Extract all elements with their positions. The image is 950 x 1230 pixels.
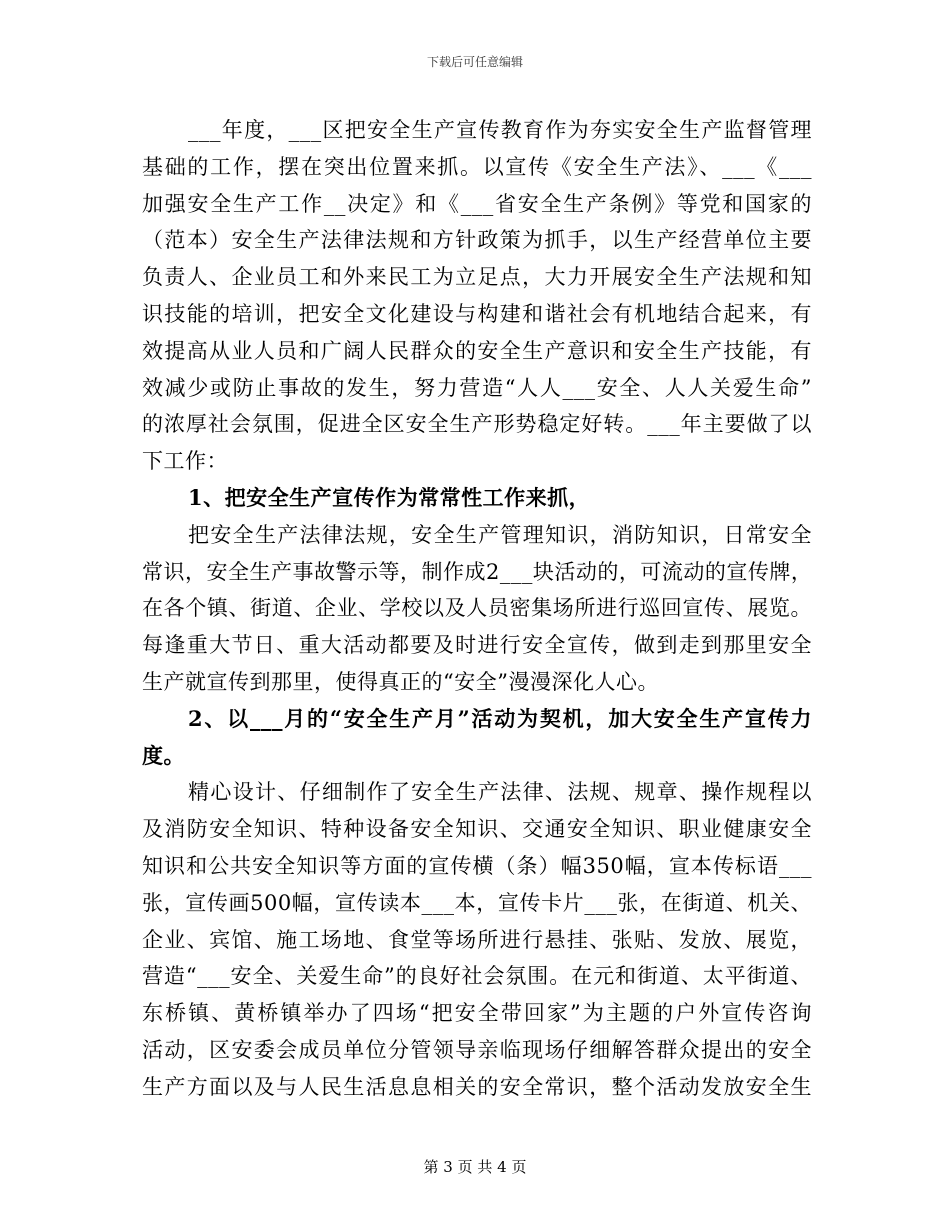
paragraph-line: 基础的工作，摆在突出位置来抓。以宣传《安全生产法》、___《___ xyxy=(142,154,812,179)
paragraph-line: 效提高从业人员和广阔人民群众的安全生产意识和安全生产技能，有 xyxy=(142,338,812,363)
page-header: 下载后可任意编辑 xyxy=(426,55,523,69)
section-heading-line: 2、以___月的“安全生产月”活动为契机，加大安全生产宣传力 xyxy=(188,705,812,731)
section-heading-line: 1、把安全生产宣传作为常常性工作来抓， xyxy=(188,484,591,510)
paragraph-line: 知识和公共安全知识等方面的宣传横（条）幅350幅，宣本传标语___ xyxy=(142,853,812,878)
paragraph-line: 活动，区安委会成员单位分管领导亲临现场仔细解答群众提出的安全 xyxy=(142,1037,812,1062)
paragraph-line: 及消防安全知识、特种设备安全知识、交通安全知识、职业健康安全 xyxy=(142,817,812,842)
paragraph-line: 每逢重大节日、重大活动都要及时进行安全宣传，做到走到那里安全 xyxy=(142,633,812,658)
paragraph-line: 在各个镇、街道、企业、学校以及人员密集场所进行巡回宣传、展览。 xyxy=(142,596,812,621)
paragraph-line: 东桥镇、黄桥镇举办了四场“把安全带回家”为主题的户外宣传咨询 xyxy=(142,1001,812,1026)
paragraph-line: 效减少或防止事故的发生，努力营造“人人___安全、人人关爱生命” xyxy=(142,375,812,400)
paragraph-line: 生产方面以及与人民生活息息相关的安全常识，整个活动发放安全生 xyxy=(142,1074,812,1099)
paragraph-line: 精心设计、仔细制作了安全生产法律、法规、规章、操作规程以 xyxy=(188,780,812,805)
paragraph-line: 的浓厚社会氛围，促进全区安全生产形势稳定好转。___年主要做了以 xyxy=(142,412,812,437)
document-body xyxy=(142,112,812,1106)
paragraph-line: ___年度，___区把安全生产宣传教育作为夯实安全生产监督管理 xyxy=(188,118,812,142)
paragraph-line: （范本）安全生产法律法规和方针政策为抓手，以生产经营单位主要 xyxy=(142,228,812,253)
section-heading-line: 度。 xyxy=(142,742,185,768)
paragraph-line: 加强安全生产工作__决定》和《___省安全生产条例》等党和国家的 xyxy=(142,191,812,216)
paragraph-line: 常识，安全生产事故警示等，制作成2___块活动的，可流动的宣传牌， xyxy=(142,559,813,584)
paragraph-line: 识技能的培训，把安全文化建设与构建和谐社会有机地结合起来，有 xyxy=(142,301,812,326)
paragraph-line: 企业、宾馆、施工场地、食堂等场所进行悬挂、张贴、发放、展览， xyxy=(142,927,812,952)
paragraph-line: 张，宣传画500幅，宣传读本___本，宣传卡片___张，在街道、机关、 xyxy=(142,890,812,915)
paragraph-line: 下工作： xyxy=(142,449,228,474)
paragraph-line: 营造“___安全、关爱生命”的良好社会氛围。在元和街道、太平街道、 xyxy=(142,964,812,989)
paragraph-line: 生产就宣传到那里，使得真正的“安全”漫漫深化人心。 xyxy=(142,669,659,694)
paragraph-line: 把安全生产法律法规，安全生产管理知识，消防知识，日常安全 xyxy=(188,522,812,547)
page-footer: 第 3 页 共 4 页 xyxy=(423,1158,527,1176)
paragraph-line: 负责人、企业员工和外来民工为立足点，大力开展安全生产法规和知 xyxy=(142,265,812,290)
